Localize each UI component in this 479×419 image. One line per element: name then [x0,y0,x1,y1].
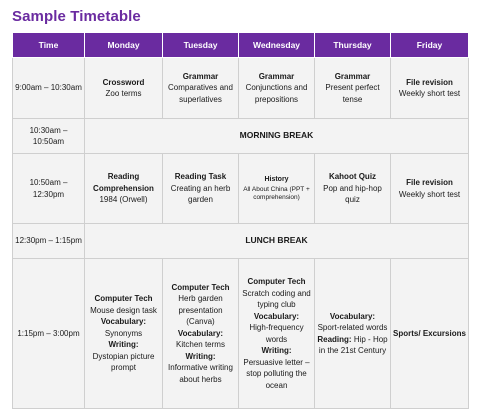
cell-thursday [315,58,391,119]
header-row [13,33,469,58]
cell-text: Synonyms [104,328,143,338]
header-thursday: Thursday [315,33,391,58]
cell-text: Conjunctions and prepositions [245,83,308,104]
cell-friday [391,58,469,119]
cell-text: High-frequency words [249,323,304,344]
time-cell [13,154,85,224]
cell-text: Dystopian picture prompt [92,351,155,373]
cell-title: Computer Tech [171,282,230,292]
cell-title: Crossword [102,77,145,87]
cell-monday [85,58,163,119]
table-row [13,259,469,409]
cell-tuesday [163,58,239,119]
time-text: 12:30pm – 1:15pm [15,236,82,246]
cell-text: Pop and hip-hop quiz [323,183,382,205]
header-time: Time [13,33,85,58]
cell-text: Weekly short test [398,189,461,199]
cell-friday [391,259,469,409]
header-wednesday: Wednesday [239,33,315,58]
cell-title: File revision [406,178,453,187]
cell-title: Grammar [334,71,371,81]
cell-text: All About China (PPT + comprehension) [243,185,310,202]
cell-text: Scratch coding and typing club [242,288,311,309]
cell-text: Persuasive letter – stop polluting the ocean [243,357,310,390]
cell-title: Writing: [108,340,139,350]
cell-text: Mouse design task [90,305,157,315]
time-text: 10:50am – 12:30pm [29,178,68,199]
cell-title: Grammar [182,71,219,81]
cell-text: 1984 (Orwell) [99,195,148,205]
cell-title: History [264,176,289,184]
table-row [13,154,469,224]
cell-text: Hip - Hop in the 21st Century [318,334,388,355]
cell-text: Zoo terms [105,89,142,98]
cell-tuesday [163,154,239,224]
cell-title: Vocabulary: [253,311,300,321]
time-cell [13,58,85,119]
cell-wednesday [239,154,315,224]
cell-tuesday [163,259,239,409]
cell-text: Kitchen terms [176,340,225,350]
time-cell [13,224,85,259]
table-row [13,119,469,154]
cell-title: Reading: [317,334,352,344]
cell-text: Herb garden presentation (Canva) [178,294,223,327]
break-label: MORNING BREAK [239,130,314,141]
page-title: Sample Timetable [12,8,141,25]
cell-friday [391,154,469,224]
cell-text: Informative writing about herbs [168,363,233,384]
header-friday: Friday [391,33,469,58]
cell-monday [85,259,163,409]
time-text: 1:15pm – 3:00pm [17,328,80,338]
cell-text: Present perfect tense [325,83,380,104]
time-cell [13,119,85,154]
header-tuesday: Tuesday [163,33,239,58]
header-monday: Monday [85,33,163,58]
cell-title: Vocabulary: [100,317,147,327]
cell-title: Grammar [258,71,295,81]
cell-text: Sport-related words [317,323,388,332]
lunch-break-cell [85,224,469,259]
cell-wednesday [239,259,315,409]
cell-text: Creating an herb garden [170,183,231,205]
timetable [12,32,469,409]
cell-text: Weekly short test [398,89,461,98]
cell-title: Reading Task [174,172,227,182]
cell-title: Writing: [185,351,216,361]
cell-thursday [315,259,391,409]
table-row [13,58,469,119]
cell-title: Vocabulary: [177,328,224,338]
cell-title: Computer Tech [247,277,306,286]
cell-title: Sports/ Excursions [393,328,466,338]
cell-title: Writing: [261,346,292,355]
time-text: 9:00am – 10:30am [15,83,82,93]
table-row [13,224,469,259]
cell-title: Reading Comprehension [93,172,154,193]
morning-break-cell [85,119,469,154]
cell-title: Kahoot Quiz [328,172,377,182]
cell-monday [85,154,163,224]
time-cell [13,259,85,409]
cell-title: Vocabulary: [329,311,376,321]
cell-text [317,334,388,357]
cell-title: Computer Tech [94,294,153,304]
cell-thursday [315,154,391,224]
cell-title: File revision [406,77,453,87]
break-label: LUNCH BREAK [245,235,308,246]
cell-text: Comparatives and superlatives [168,83,233,104]
cell-wednesday [239,58,315,119]
time-text: 10:30am – 10:50am [29,125,68,146]
